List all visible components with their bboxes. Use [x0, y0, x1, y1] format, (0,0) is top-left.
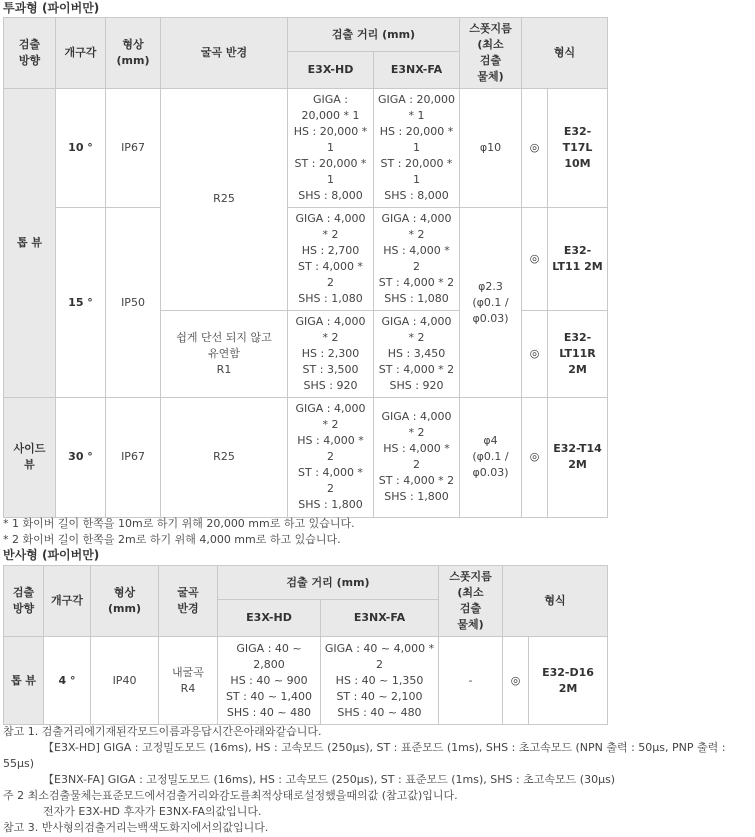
spot-cell: φ10	[460, 89, 522, 208]
header-spot-diameter: 스폿지름 (최소 검출 물체)	[460, 18, 522, 89]
bend-cell: R25	[161, 397, 288, 517]
header-e3x-hd: E3X-HD	[288, 52, 374, 89]
bend-cell: R25	[161, 89, 288, 310]
e3nx-distance-cell: GIGA : 40 ~ 4,000 * 2 HS : 40 ~ 1,350 ST : 40 ~ 2,100 SHS : 40 ~ 480	[321, 637, 439, 725]
note-2: 주 2 최소검출물체는표준모드에서검출거리와감도를최적상태로설정했을때의값 (참고값)입니다.	[3, 789, 458, 802]
note-3: 참고 3. 반사형의검출거리는백색도화지에서의값입니다.	[3, 821, 269, 834]
e3nx-distance-cell: GIGA : 4,000 * 2 HS : 3,450 ST : 4,000 * 2 SHS : 920	[374, 310, 460, 397]
header-direction: 검출 방향	[4, 18, 56, 89]
header-detection-distance: 검출 거리 (mm)	[218, 566, 439, 600]
e3x-distance-cell: GIGA : 40 ~ 2,800 HS : 40 ~ 900 ST : 40 ~ 1,400 SHS : 40 ~ 480	[218, 637, 321, 725]
reflective-section-title: 반사형 (파이버만)	[3, 548, 100, 562]
bend-cell: 쉽게 단선 되지 않고 유연함 R1	[161, 310, 288, 397]
e3x-distance-cell: GIGA : 4,000 * 2 HS : 2,700 ST : 4,000 * 2 SHS : 1,080	[288, 208, 374, 310]
note-2-sub: 전자가 E3X-HD 후자가 E3NX-FA의값입니다.	[43, 805, 262, 818]
spot-cell: φ2.3 (φ0.1 / φ0.03)	[460, 208, 522, 397]
footnote-2: * 2 화이버 길이 한쪽을 2m로 하기 위해 4,000 mm로 하고 있습니다.	[3, 533, 341, 546]
direction-top-view: 톱 뷰	[4, 637, 44, 725]
model-cell: E32-D16 2M	[529, 637, 608, 725]
header-angle: 개구각	[56, 18, 106, 89]
spot-cell: φ4 (φ0.1 / φ0.03)	[460, 397, 522, 517]
e3x-distance-cell: GIGA : 4,000 * 2 HS : 2,300 ST : 3,500 SHS : 920	[288, 310, 374, 397]
header-model: 형식	[503, 566, 608, 637]
angle-cell: 15 °	[56, 208, 106, 397]
e3nx-distance-cell: GIGA : 4,000 * 2 HS : 4,000 * 2 ST : 4,000 * 2 SHS : 1,080	[374, 208, 460, 310]
reflective-spec-table	[3, 565, 608, 725]
header-e3nx-fa: E3NX-FA	[374, 52, 460, 89]
e3nx-distance-cell: GIGA : 20,000 * 1 HS : 20,000 * 1 ST : 20,000 * 1 SHS : 8,000	[374, 89, 460, 208]
header-model: 형식	[522, 18, 608, 89]
angle-cell: 10 °	[56, 89, 106, 208]
direction-side-view: 사이드 뷰	[4, 397, 56, 517]
double-circle-icon: ◎	[522, 89, 548, 208]
header-direction: 검출 방향	[4, 566, 44, 637]
header-bend-radius: 굴곡 반경	[159, 566, 218, 637]
header-shape: 형상 (mm)	[106, 18, 161, 89]
transmission-spec-table	[3, 17, 608, 518]
e3x-distance-cell: GIGA : 4,000 * 2 HS : 4,000 * 2 ST : 4,000 * 2 SHS : 1,800	[288, 397, 374, 517]
header-bend-radius: 굴곡 반경	[161, 18, 288, 89]
header-e3x-hd: E3X-HD	[218, 600, 321, 637]
direction-top-view: 톱 뷰	[4, 89, 56, 398]
double-circle-icon: ◎	[503, 637, 529, 725]
spot-cell: -	[439, 637, 503, 725]
bend-cell: 내굴곡 R4	[159, 637, 218, 725]
note-1-e3x-hd: 【E3X-HD] GIGA : 고정밀도모드 (16ms), HS : 고속모드 (250μs), ST : 표준모드 (1ms), SHS : 초고속모드 (NPN 출력 : 50μs, PNP 출력 : 55μs)	[3, 741, 726, 770]
double-circle-icon: ◎	[522, 208, 548, 310]
model-cell: E32- LT11 2M	[548, 208, 608, 310]
shape-cell: IP67	[106, 89, 161, 208]
shape-cell: IP50	[106, 208, 161, 397]
header-shape: 형상 (mm)	[91, 566, 159, 637]
model-cell: E32- T17L 10M	[548, 89, 608, 208]
e3x-distance-cell: GIGA : 20,000 * 1 HS : 20,000 * 1 ST : 20,000 * 1 SHS : 8,000	[288, 89, 374, 208]
header-angle: 개구각	[44, 566, 91, 637]
note-1-e3nx-fa: 【E3NX-FA] GIGA : 고정밀도모드 (16ms), HS : 고속모드 (250μs), ST : 표준모드 (1ms), SHS : 초고속모드 (30μs)	[43, 773, 616, 786]
model-cell: E32- LT11R 2M	[548, 310, 608, 397]
shape-cell: IP67	[106, 397, 161, 517]
header-detection-distance: 검출 거리 (mm)	[288, 18, 460, 52]
double-circle-icon: ◎	[522, 397, 548, 517]
double-circle-icon: ◎	[522, 310, 548, 397]
e3nx-distance-cell: GIGA : 4,000 * 2 HS : 4,000 * 2 ST : 4,000 * 2 SHS : 1,800	[374, 397, 460, 517]
header-e3nx-fa: E3NX-FA	[321, 600, 439, 637]
header-spot-diameter: 스폿지름 (최소 검출 물체)	[439, 566, 503, 637]
angle-cell: 4 °	[44, 637, 91, 725]
footnote-1: * 1 화이버 길이 한쪽을 10m로 하기 위해 20,000 mm로 하고 있습니다.	[3, 517, 355, 530]
angle-cell: 30 °	[56, 397, 106, 517]
note-1: 참고 1. 검출거리에기재된각모드이름과응답시간은아래와같습니다.	[3, 725, 322, 738]
model-cell: E32-T14 2M	[548, 397, 608, 517]
shape-cell: IP40	[91, 637, 159, 725]
transmission-section-title: 투과형 (파이버만)	[3, 1, 100, 15]
